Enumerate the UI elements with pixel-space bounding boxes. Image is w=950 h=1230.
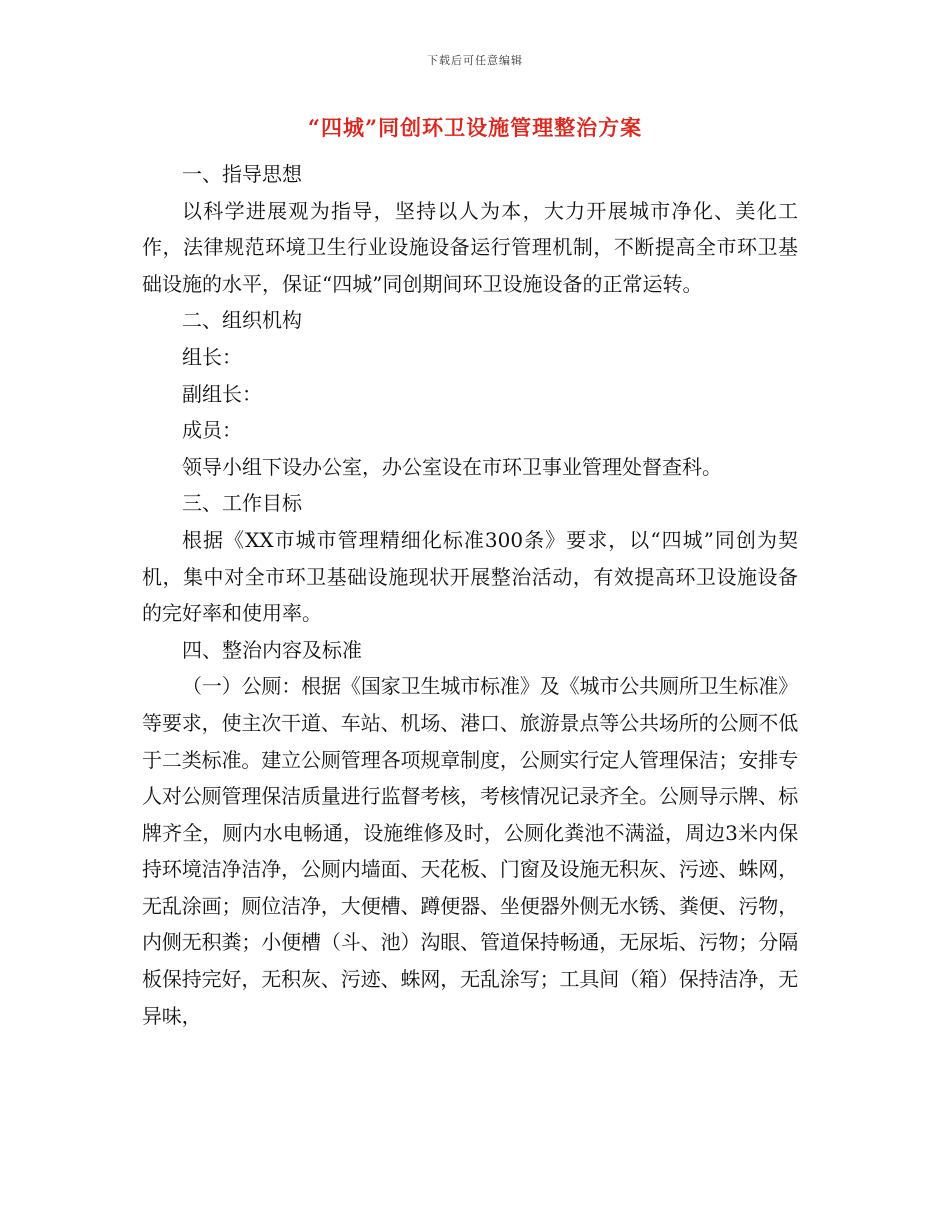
section-heading-content-standards: 四、整治内容及标准 bbox=[182, 637, 362, 662]
field-deputy-team-leader: 副组长： bbox=[182, 381, 262, 406]
section-heading-organization: 二、组织机构 bbox=[182, 308, 302, 333]
paragraph-guiding-ideology: 以科学进展观为指导，坚持以人为本，大力开展城市净化、美化工作，法律规范环境卫生行业设施设备运行管理机制，不断提高全市环卫基础设施的水平，保证“四城”同创期间环卫设施设备的正常运转。 bbox=[142, 198, 798, 296]
paragraph-work-goals: 根据《XX市城市管理精细化标准300条》要求，以“四城”同创为契机，集中对全市环卫基础设施现状开展整治活动，有效提高环卫设施设备的完好率和使用率。 bbox=[142, 527, 798, 626]
paragraph-office: 领导小组下设办公室，办公室设在市环卫事业管理处督查科。 bbox=[182, 454, 722, 479]
field-members: 成员： bbox=[182, 418, 242, 443]
document-body bbox=[142, 156, 798, 1034]
document-title: “四城”同创环卫设施管理整治方案 bbox=[307, 115, 643, 140]
field-team-leader: 组长： bbox=[182, 344, 242, 369]
header-note: 下载后可任意编辑 bbox=[427, 54, 523, 67]
section-heading-guiding-ideology: 一、指导思想 bbox=[182, 162, 302, 186]
section-heading-work-goals: 三、工作目标 bbox=[182, 491, 302, 516]
paragraph-public-toilets: （一）公厕：根据《国家卫生城市标准》及《城市公共厕所卫生标准》等要求，使主次干道、车站、机场、港口、旅游景点等公共场所的公厕不低于二类标准。建立公厕管理各项规章制度，公厕实行定人管理保洁；安排专人对公厕管理保洁质量进行监督考核，考核情况记录齐全。公厕导示牌、标牌齐全，厕内水电畅通，设施维修及时，公厕化粪池不满溢，周边3米内保持环境洁净洁净，公厕内墙面、天花板、门窗及设施无积灰、污迹、蛛网，无乱涂画；厕位洁净，大便槽、蹲便器、坐便器外侧无水锈、粪便、污物，内侧无积粪；小便槽（斗、池）沟眼、管道保持畅通，无尿垢、污物；分隔板保持完好，无积灰、污迹、蛛网，无乱涂写；工具间（箱）保持洁净，无异味， bbox=[142, 674, 798, 1028]
